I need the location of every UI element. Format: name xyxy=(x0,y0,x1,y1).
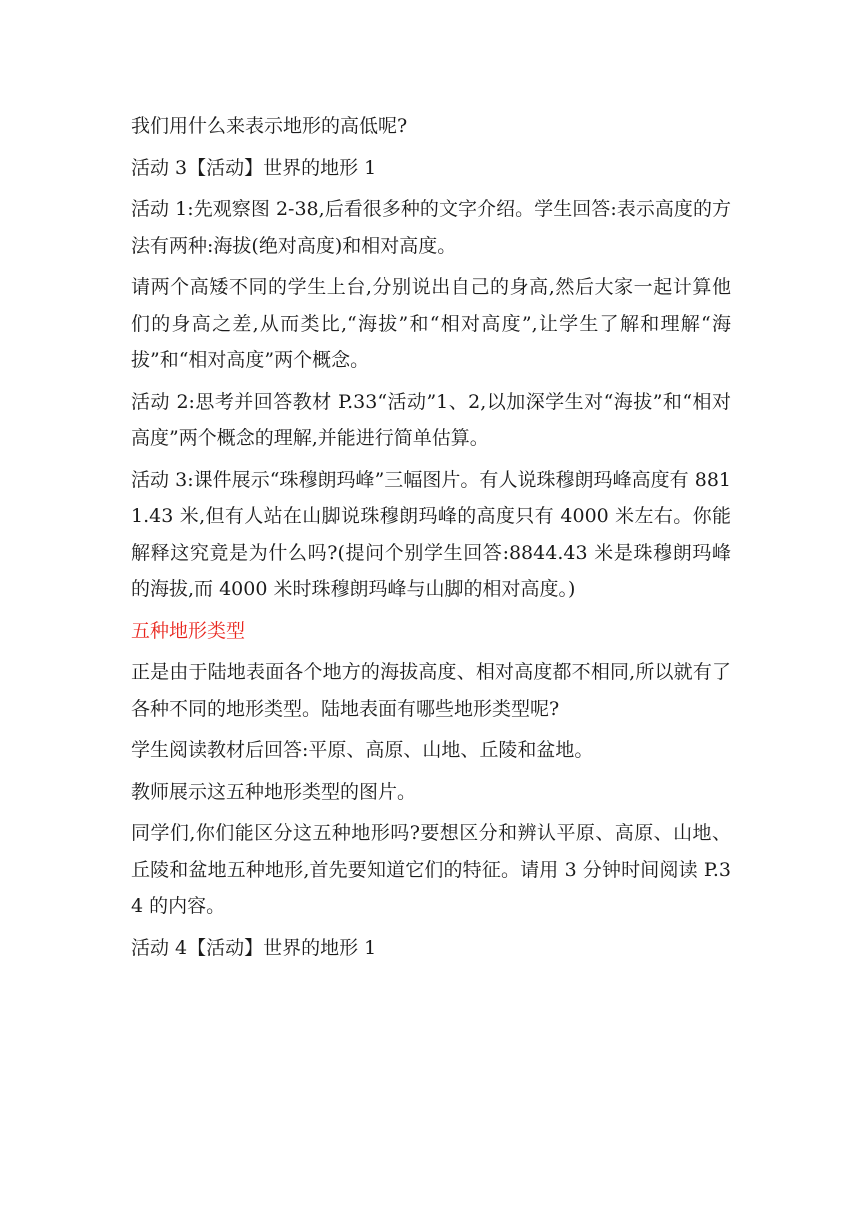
paragraph-activity-1: 活动 1:先观察图 2-38,后看很多种的文字介绍。学生回答:表示高度的方法有两种:海拔(绝对高度)和相对高度。 xyxy=(131,198,731,257)
section-heading-landforms: 五种地形类型 xyxy=(131,619,246,642)
paragraph-question: 我们用什么来表示地形的高低呢? xyxy=(131,115,408,137)
paragraph-activity-2: 活动 2:思考并回答教材 P.33“活动”1、2,以加深学生对“海拔”和“相对高度”两个概念的理解,并能进行简单估算。 xyxy=(131,390,731,449)
paragraph-activity-3: 活动 3:课件展示“珠穆朗玛峰”三幅图片。有人说珠穆朗玛峰高度有 8811.43 米,但有人站在山脚说珠穆朗玛峰的高度只有 4000 米左右。你能解释这究竟是为什么吗?(提问个别学生回答:8844.43 米是珠穆朗玛峰的海拔,而 4000 米时珠穆朗玛峰与山脚的相对高度。) xyxy=(131,468,731,600)
paragraph-landform-intro: 正是由于陆地表面各个地方的海拔高度、相对高度都不相同,所以就有了各种不同的地形类型。陆地表面有哪些地形类型呢? xyxy=(131,661,731,720)
paragraph-student-answer: 学生阅读教材后回答:平原、高原、山地、丘陵和盆地。 xyxy=(131,739,594,761)
paragraph-height-comparison: 请两个高矮不同的学生上台,分别说出自己的身高,然后大家一起计算他们的身高之差,从而类比,“海拔”和“相对高度”,让学生了解和理解“海拔”和“相对高度”两个概念。 xyxy=(131,276,731,371)
paragraph-distinguish: 同学们,你们能区分这五种地形吗?要想区分和辨认平原、高原、山地、丘陵和盆地五种地形,首先要知道它们的特征。请用 3 分钟时间阅读 P.34 的内容。 xyxy=(131,822,731,917)
paragraph-activity-heading: 活动 3【活动】世界的地形 1 xyxy=(131,156,377,179)
paragraph-teacher-show: 教师展示这五种地形类型的图片。 xyxy=(131,780,417,803)
document-body xyxy=(131,108,731,971)
paragraph-activity-4-heading: 活动 4【活动】世界的地形 1 xyxy=(131,936,377,959)
